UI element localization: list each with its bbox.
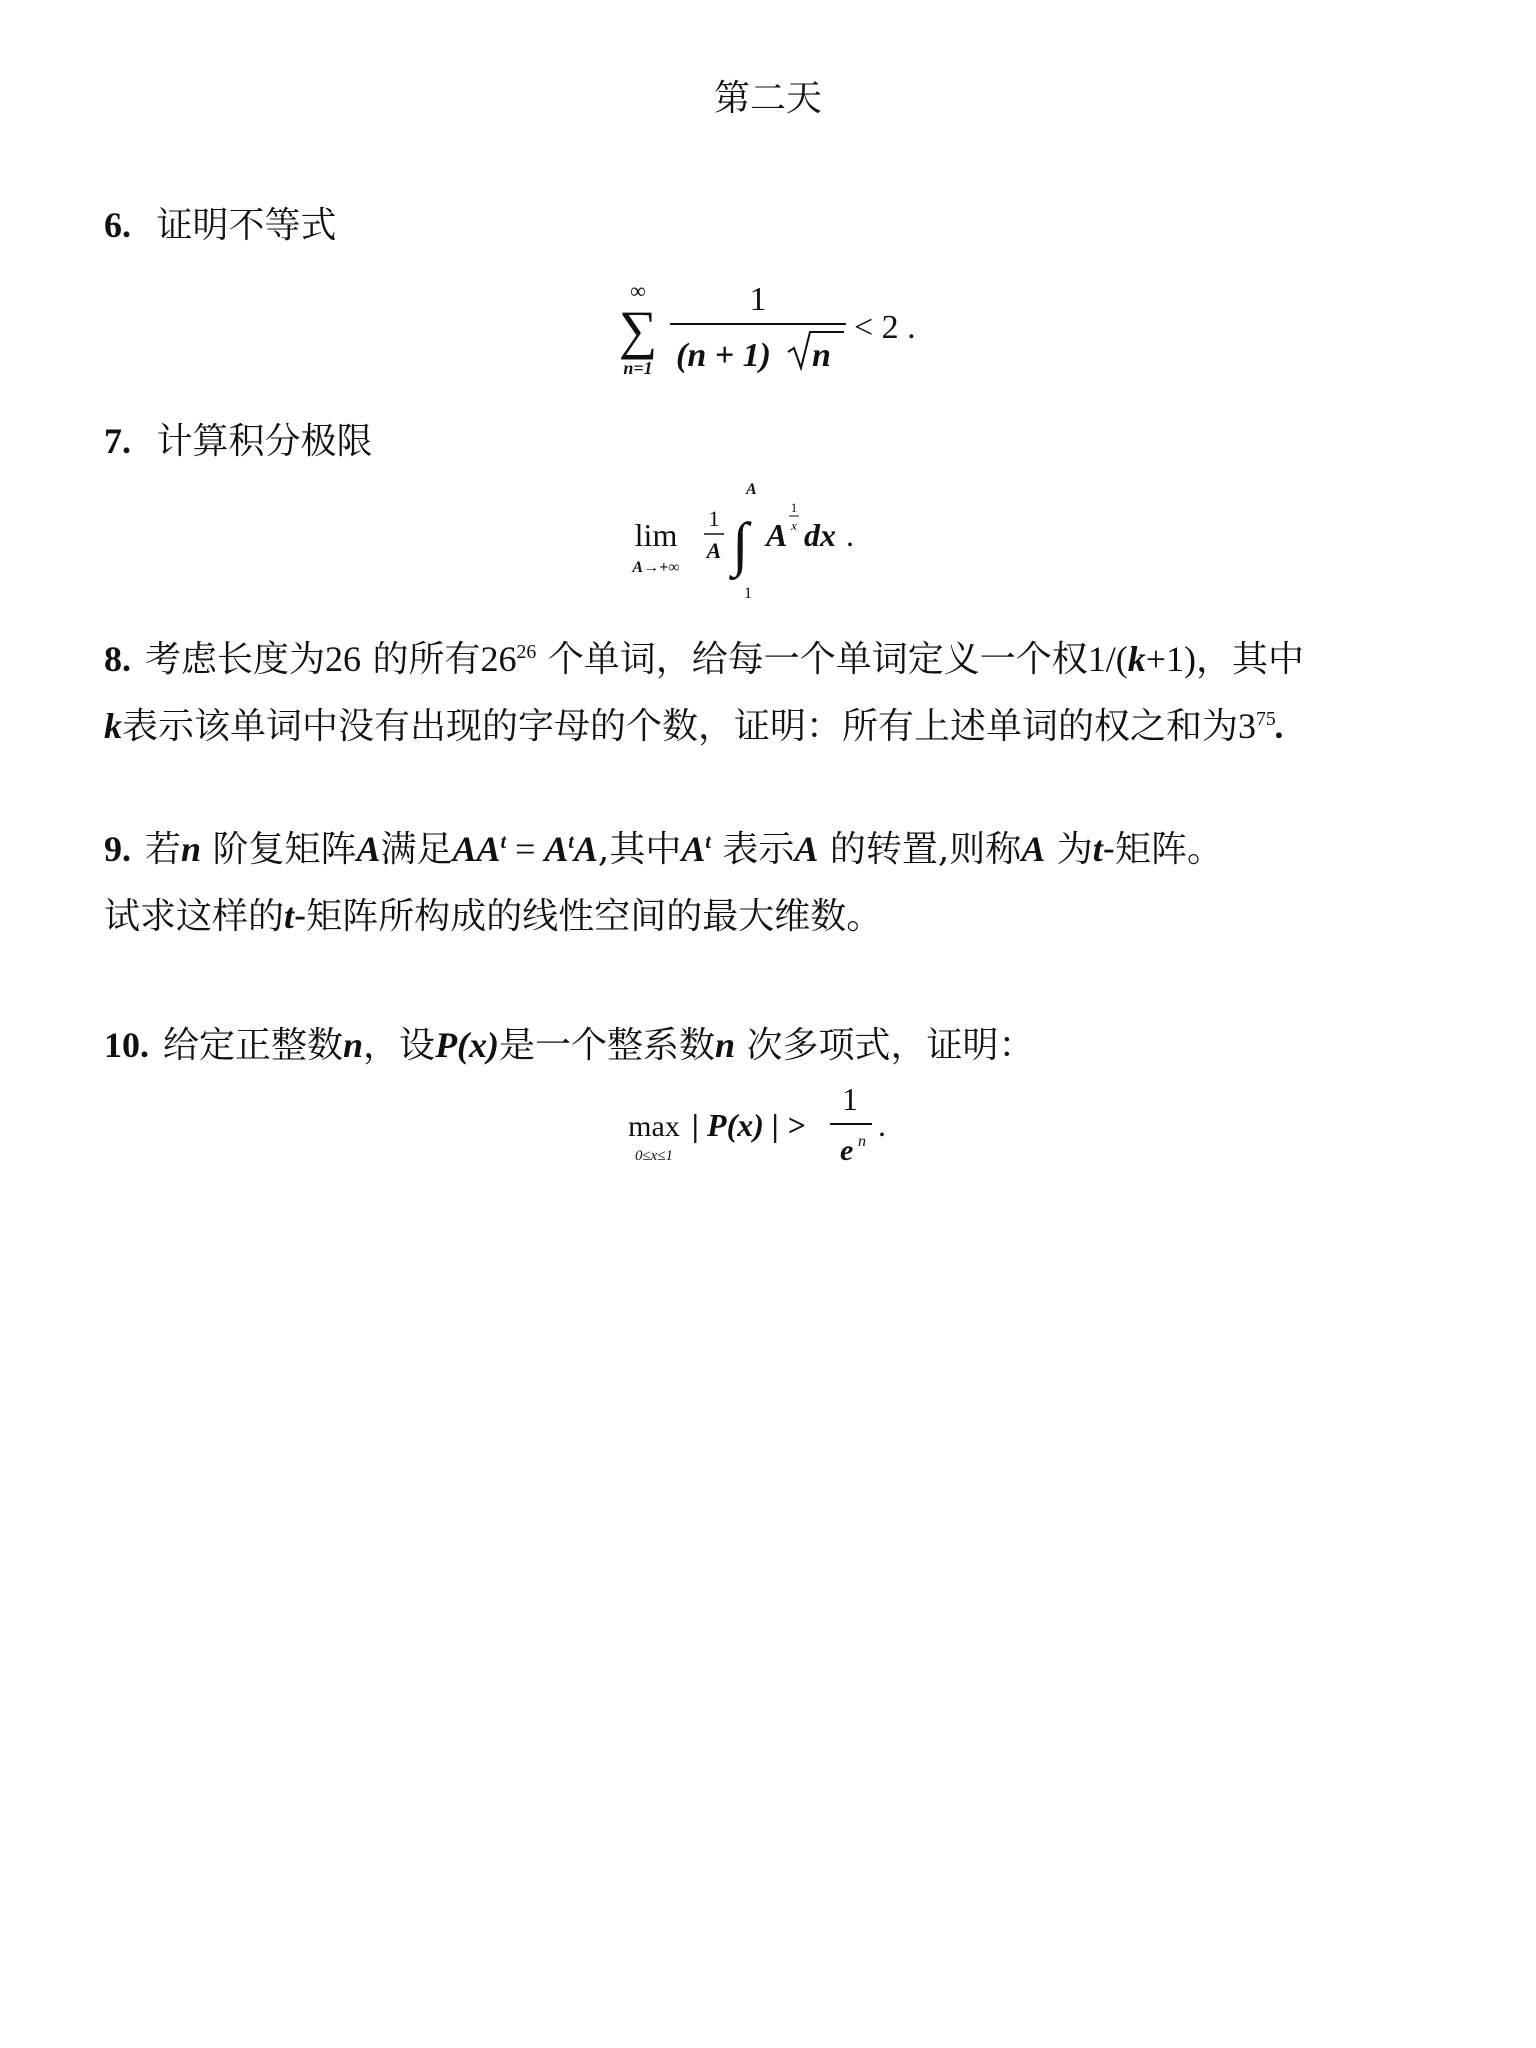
problem-7	[104, 408, 1444, 475]
text-segment: 次多项式，证明：	[746, 1025, 1035, 1066]
problem-number: 7.	[104, 421, 131, 461]
text-segment: 考虑长度为	[145, 639, 326, 680]
weight-variable: k	[1127, 639, 1146, 679]
problem-text: 计算积分极限	[156, 421, 373, 462]
formula-7-svg	[618, 480, 918, 610]
weight-prefix: 1/(	[1087, 639, 1128, 679]
equation-right: A	[544, 829, 569, 869]
text-segment: 的所有	[372, 639, 481, 680]
text-segment: -矩阵所构成的线性空间的最大维数。	[294, 896, 883, 937]
problem-6	[104, 192, 1444, 259]
period: .	[878, 1107, 886, 1143]
equation-left: AA	[452, 829, 501, 869]
formula-6	[0, 270, 1536, 410]
variable-n: n	[181, 829, 202, 869]
differential: dx	[804, 517, 836, 553]
period: .	[1275, 706, 1285, 746]
lim-operator: lim	[634, 517, 678, 553]
problem-10	[104, 1012, 1444, 1079]
problem-number: 10.	[104, 1025, 149, 1065]
text-segment: 表示	[722, 829, 795, 870]
text-segment: 若	[145, 829, 182, 870]
period: .	[846, 517, 854, 553]
result-base: 3	[1238, 706, 1257, 746]
fraction-numerator: 1	[708, 506, 720, 531]
word-length: 26	[325, 639, 362, 679]
variable-A: A	[356, 829, 381, 869]
integrand-base: A	[766, 517, 788, 553]
fraction-denominator-b: n	[812, 337, 831, 374]
equals-sign: =	[506, 829, 545, 869]
problem-text: 证明不等式	[156, 205, 337, 246]
transpose-mark: t	[500, 831, 507, 853]
fraction-numerator: 1	[842, 1081, 858, 1117]
formula-10	[0, 1074, 1536, 1214]
sum-lower-limit: n=1	[623, 358, 653, 378]
fraction-numerator: 1	[749, 281, 767, 318]
variable-t: t	[284, 896, 295, 936]
max-subscript: 0≤x≤1	[634, 1148, 674, 1164]
lim-subscript: A→+∞	[632, 559, 680, 576]
formula-7	[0, 480, 1536, 620]
formula-6-svg	[598, 270, 938, 400]
variable-k: k	[104, 706, 122, 746]
weight-suffix: +1)	[1145, 639, 1197, 679]
text-segment: ，其中	[1196, 639, 1305, 680]
page-title: 第二天	[713, 78, 822, 119]
text-segment: 阶复矩阵	[212, 829, 357, 870]
sum-upper-limit: ∞	[630, 278, 646, 303]
problem-number: 8.	[104, 639, 131, 679]
inequality-rhs: < 2 .	[854, 309, 916, 346]
variable-A: A	[794, 829, 819, 869]
variable-t: t	[1092, 829, 1103, 869]
formula-10-svg	[618, 1074, 918, 1184]
variable-A: A	[1021, 829, 1046, 869]
fraction-denominator-a: (n + 1)	[676, 337, 771, 374]
text-segment: 满足	[380, 829, 453, 870]
word-count-exponent: 26	[516, 641, 537, 663]
word-count-base: 26	[480, 639, 517, 679]
text-segment: ,其中	[597, 829, 682, 870]
text-segment: ，设	[363, 1025, 436, 1066]
variable-A: A	[681, 829, 706, 869]
transpose-mark: t	[568, 831, 574, 853]
text-segment: 表示该单词中没有出现的字母的个数，证明：所有上述单词的权之和为	[122, 706, 1239, 747]
text-segment: -矩阵。	[1102, 829, 1223, 870]
problem-number: 6.	[104, 205, 131, 245]
text-segment: 为	[1056, 829, 1093, 870]
integral-lower-limit: 1	[744, 585, 752, 602]
denominator-exponent: n	[858, 1133, 866, 1150]
denominator-base: e	[840, 1134, 854, 1167]
integral-upper-limit: A	[746, 481, 757, 498]
problem-8	[104, 626, 1444, 760]
exponent-denominator: x	[791, 518, 797, 533]
max-operator: max	[628, 1110, 680, 1143]
equation-right-end: A	[573, 829, 598, 869]
text-segment: 给定正整数	[163, 1025, 344, 1066]
problem-9	[104, 816, 1444, 950]
integral-sign: ∫	[732, 511, 749, 577]
result-exponent: 75	[1256, 708, 1276, 730]
variable-n: n	[715, 1025, 736, 1065]
transpose-mark: t	[705, 831, 711, 853]
abs-expression: | P(x) | >	[692, 1107, 806, 1143]
text-segment: 是一个整系数	[499, 1025, 716, 1066]
variable-n: n	[343, 1025, 364, 1065]
text-segment: 个单词，给每一个单词定义一个权	[547, 639, 1088, 680]
text-segment: 试求这样的	[104, 896, 285, 937]
polynomial: P(x)	[435, 1025, 500, 1065]
problem-number: 9.	[104, 829, 131, 869]
sum-symbol: ∑	[618, 300, 658, 360]
text-segment: 的转置,则称	[829, 829, 1022, 870]
fraction-denominator: A	[706, 538, 722, 563]
exponent-numerator: 1	[790, 500, 798, 515]
